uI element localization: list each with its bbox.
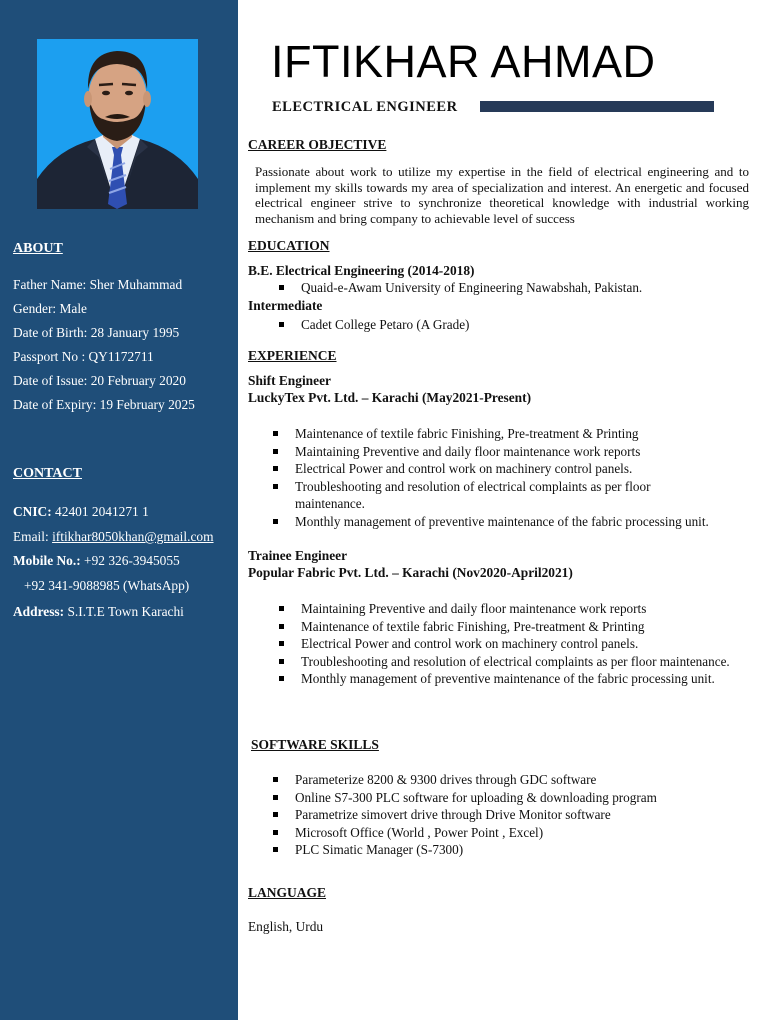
address-value: S.I.T.E Town Karachi (67, 604, 184, 619)
list-item: Parameterize 8200 & 9300 drives through GDC software (271, 771, 751, 789)
bullet-icon (273, 830, 278, 835)
father-name: Father Name: Sher Muhammad (13, 277, 183, 292)
list-item: Troubleshooting and resolution of electrical complaints as per floor maintenance. (277, 653, 749, 671)
email-link[interactable]: iftikhar8050khan@gmail.com (52, 529, 214, 544)
passport-expiry-date: Date of Expiry: 19 February 2025 (13, 397, 195, 412)
list-item: Troubleshooting and resolution of electrical complaints as per floor maintenance. (271, 478, 695, 513)
list-item: Electrical Power and control work on machinery control panels. (277, 635, 749, 653)
email (13, 529, 214, 545)
bullet-icon (273, 431, 278, 436)
sidebar (0, 0, 238, 1020)
profile-photo (37, 39, 198, 209)
passport-issue-date: Date of Issue: 20 February 2020 (13, 373, 186, 388)
list-item: Maintenance of textile fabric Finishing, Pre-treatment & Printing (277, 618, 749, 636)
mobile-value: +92 326-3945055 (84, 553, 180, 568)
address (13, 604, 184, 620)
passport-number: Passport No : QY1172711 (13, 349, 154, 364)
list-item: Monthly management of preventive maintenance of the fabric processing unit. (271, 513, 751, 531)
language-text: English, Urdu (248, 919, 324, 934)
list-item: Electrical Power and control work on machinery control panels. (271, 460, 751, 478)
bullet-icon (279, 641, 284, 646)
bullet-icon (273, 466, 278, 471)
bullet-icon (279, 606, 284, 611)
mobile (13, 553, 180, 569)
about-heading: ABOUT (13, 241, 63, 256)
list-item: Parametrize simovert drive through Drive Monitor software (271, 806, 751, 824)
bullet-icon (273, 519, 278, 524)
bullet-icon (279, 676, 284, 681)
bullet-icon (273, 449, 278, 454)
bullet-icon (279, 285, 284, 290)
contact-heading: CONTACT (13, 466, 82, 481)
list-item: Cadet College Petaro (A Grade) (277, 316, 757, 334)
candidate-role: ELECTRICAL ENGINEER (272, 99, 458, 115)
list-item: Online S7-300 PLC software for uploading & downloading program (271, 789, 751, 807)
degree-list (277, 279, 757, 297)
degree-title: B.E. Electrical Engineering (2014-2018) (248, 263, 475, 278)
education-heading: EDUCATION (248, 238, 330, 253)
list-item: PLC Simatic Manager (S-7300) (271, 841, 751, 859)
experience-heading: EXPERIENCE (248, 348, 337, 363)
job2-title: Trainee Engineer (248, 548, 348, 563)
bullet-icon (273, 812, 278, 817)
email-label: Email: (13, 529, 49, 544)
list-item: Maintaining Preventive and daily floor maintenance work reports (271, 443, 751, 461)
gender: Gender: Male (13, 301, 87, 316)
mobile-whatsapp: +92 341-9088985 (WhatsApp) (24, 578, 190, 593)
career-objective-text: Passionate about work to utilize my expertise in the field of electrical engineering and to implement my skills towards my area of specialization and interest. An energetic and focused electrical engineer strive to synchronize theoretical knowledge with industrial working mechanism and bring company to achievable level of success (255, 164, 749, 227)
bullet-icon (273, 847, 278, 852)
language-heading: LANGUAGE (248, 885, 327, 900)
bullet-icon (279, 659, 284, 664)
date-of-birth: Date of Birth: 28 January 1995 (13, 325, 180, 340)
address-label: Address: (13, 604, 65, 619)
mobile-label: Mobile No.: (13, 553, 81, 568)
career-objective-heading: CAREER OBJECTIVE (248, 137, 387, 152)
software-skills-list (271, 771, 751, 859)
list-item: Maintenance of textile fabric Finishing, Pre-treatment & Printing (271, 425, 751, 443)
job1-title: Shift Engineer (248, 373, 331, 388)
job1-company: LuckyTex Pvt. Ltd. – Karachi (May2021-Present) (248, 390, 532, 405)
cnic-label: CNIC: (13, 504, 52, 519)
job1-duties (271, 425, 751, 530)
profile-photo-illustration (37, 39, 198, 209)
list-item: Maintaining Preventive and daily floor maintenance work reports (277, 600, 749, 618)
bullet-icon (273, 484, 278, 489)
bullet-icon (273, 777, 278, 782)
intermediate-list (277, 316, 757, 334)
bullet-icon (273, 795, 278, 800)
intermediate-title: Intermediate (248, 298, 323, 313)
list-item: Monthly management of preventive maintenance of the fabric processing unit. (277, 670, 749, 688)
job2-company: Popular Fabric Pvt. Ltd. – Karachi (Nov2020-April2021) (248, 565, 573, 580)
software-skills-heading: SOFTWARE SKILLS (251, 737, 379, 752)
candidate-name: IFTIKHAR AHMAD (271, 36, 656, 87)
cnic (13, 504, 149, 520)
bullet-icon (279, 322, 284, 327)
accent-bar (480, 101, 714, 112)
job2-duties (277, 600, 749, 688)
list-item: Quaid-e-Awam University of Engineering Nawabshah, Pakistan. (277, 279, 757, 297)
list-item: Microsoft Office (World , Power Point , Excel) (271, 824, 751, 842)
cnic-value: 42401 2041271 1 (55, 504, 149, 519)
bullet-icon (279, 624, 284, 629)
